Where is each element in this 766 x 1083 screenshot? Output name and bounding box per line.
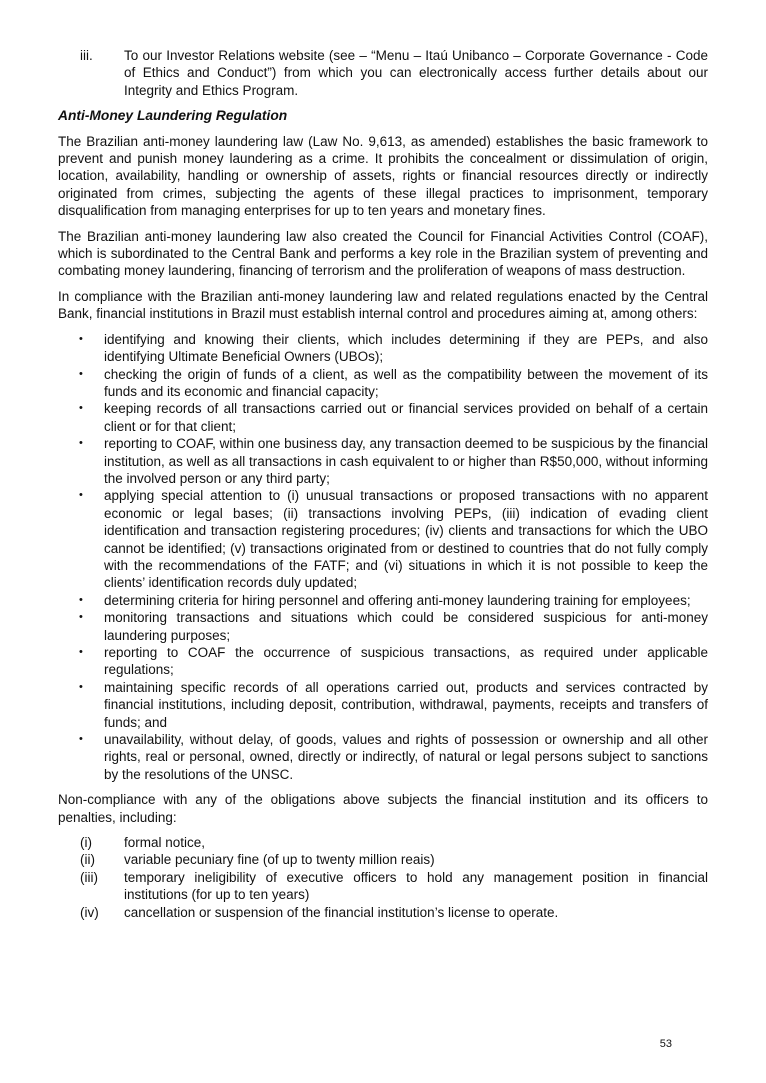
bullet-item: [58, 679, 708, 731]
bullet-text: identifying and knowing their clients, which includes determining if they are PEPs, and also identifying Ultimate Beneficial Owners (UBOs);: [104, 331, 708, 365]
bullet-text: monitoring transactions and situations which could be considered suspicious for anti-money laundering purposes;: [104, 610, 708, 643]
bullet-text: checking the origin of funds of a client, as well as the compatibility between the movement of its funds and its economic and financial capacity;: [104, 366, 708, 399]
bullet-text: reporting to COAF, within one business day, any transaction deemed to be suspicious by the financial institution, as well as all transactions in cash equivalent to or higher than R$50,000, without informing the involved person or any third party;: [104, 436, 708, 486]
bullet-icon: •: [79, 733, 83, 746]
bullet-icon: •: [79, 680, 83, 693]
bullet-icon: •: [79, 402, 83, 415]
bullet-icon: •: [79, 593, 83, 606]
penalties-intro: Non-compliance with any of the obligations above subjects the financial institution and its officers to penalties, including:: [58, 792, 708, 825]
bullet-item: [58, 609, 708, 644]
bullet-text: applying special attention to (i) unusual transactions or proposed transactions with no apparent economic or legal bases; (ii) transactions involving PEPs, (iii) indication of evading client identification and transaction registering procedures; (iv) clients and transactions for which the UBO cannot be identified; (v) transactions originated from or destined to countries that do not fully comply with the recommendations of the FATF; and (vi) situations in which it is not possible to keep the clients’ identification records duly updated;: [104, 488, 708, 591]
bullet-item: [58, 435, 708, 487]
bullet-text: maintaining specific records of all operations carried out, products and services contracted by financial institutions, including deposit, contribution, withdrawal, payments, receipts and transfers of funds; and: [104, 679, 708, 730]
paragraph-3: In compliance with the Brazilian anti-money laundering law and related regulations enacted by the Central Bank, financial institutions in Brazil must establish internal control and procedures aiming at, among others:: [58, 288, 708, 322]
penalty-item: [58, 834, 708, 851]
bullet-text: unavailability, without delay, of goods, values and rights of possession or ownership and all other rights, real or personal, owned, directly or indirectly, of natural or legal persons subject to sanctions by the resolutions of the UNSC.: [104, 732, 708, 782]
bullet-icon: •: [79, 367, 83, 380]
penalties-list: [58, 834, 708, 921]
penalty-text: variable pecuniary fine (of up to twenty million reais): [124, 852, 435, 868]
penalty-marker: (i): [80, 835, 92, 851]
penalty-marker: (iii): [80, 869, 98, 885]
section-heading: Anti-Money Laundering Regulation: [58, 108, 288, 124]
penalty-text: cancellation or suspension of the financial institution’s license to operate.: [124, 904, 559, 920]
penalty-marker: (ii): [80, 852, 95, 868]
bullet-item: [58, 366, 708, 401]
penalty-item: [58, 904, 708, 921]
bullet-item: [58, 731, 708, 783]
list-marker: iii.: [80, 48, 93, 63]
penalty-text: formal notice,: [124, 835, 206, 851]
intro-list-item: [58, 47, 708, 99]
bullet-text: reporting to COAF the occurrence of suspicious transactions, as required under applicable regulations;: [104, 645, 708, 678]
paragraph-2: The Brazilian anti-money laundering law also created the Council for Financial Activities Control (COAF), which is subordinated to the Central Bank and performs a key role in the Brazilian system of preventing and combating money laundering, financing of terrorism and the proliferation of weapons of mass destruction.: [58, 228, 708, 279]
bullet-icon: •: [79, 437, 83, 450]
bullet-item: [58, 400, 708, 435]
bullet-text: keeping records of all transactions carried out or financial services provided on behalf of a certain client or for that client;: [104, 401, 708, 434]
bullet-icon: •: [79, 646, 83, 658]
page-number: 53: [659, 1038, 672, 1050]
penalty-item: [58, 869, 708, 904]
bullet-icon: •: [79, 489, 83, 502]
bullet-item: [58, 644, 708, 679]
bullet-item: [58, 331, 708, 366]
bullet-icon: •: [79, 611, 83, 624]
obligations-list: [58, 331, 708, 784]
bullet-icon: •: [79, 332, 83, 345]
penalty-marker: (iv): [80, 904, 99, 920]
bullet-text: determining criteria for hiring personnel and offering anti-money laundering training for employees;: [104, 592, 691, 608]
bullet-item: [58, 592, 708, 609]
bullet-item: [58, 487, 708, 591]
paragraph-1: The Brazilian anti-money laundering law (Law No. 9,613, as amended) establishes the basic framework to prevent and punish money laundering as a crime. It prohibits the concealment or dissimulation of origin, location, availability, handling or ownership of assets, rights or financial resources directly or indirectly originated from crimes, subjecting the agents of these illegal practices to imprisonment, temporary disqualification from managing enterprises for up to ten years and monetary fines.: [58, 133, 708, 219]
penalty-text: temporary ineligibility of executive officers to hold any management position in financial institutions (for up to ten years): [124, 869, 708, 903]
penalty-item: [58, 851, 708, 868]
list-item-text: To our Investor Relations website (see – “Menu – Itaú Unibanco – Corporate Governance - Code of Ethics and Conduct”) from which you can electronically access further details about our Integrity and Ethics Program.: [124, 48, 708, 98]
